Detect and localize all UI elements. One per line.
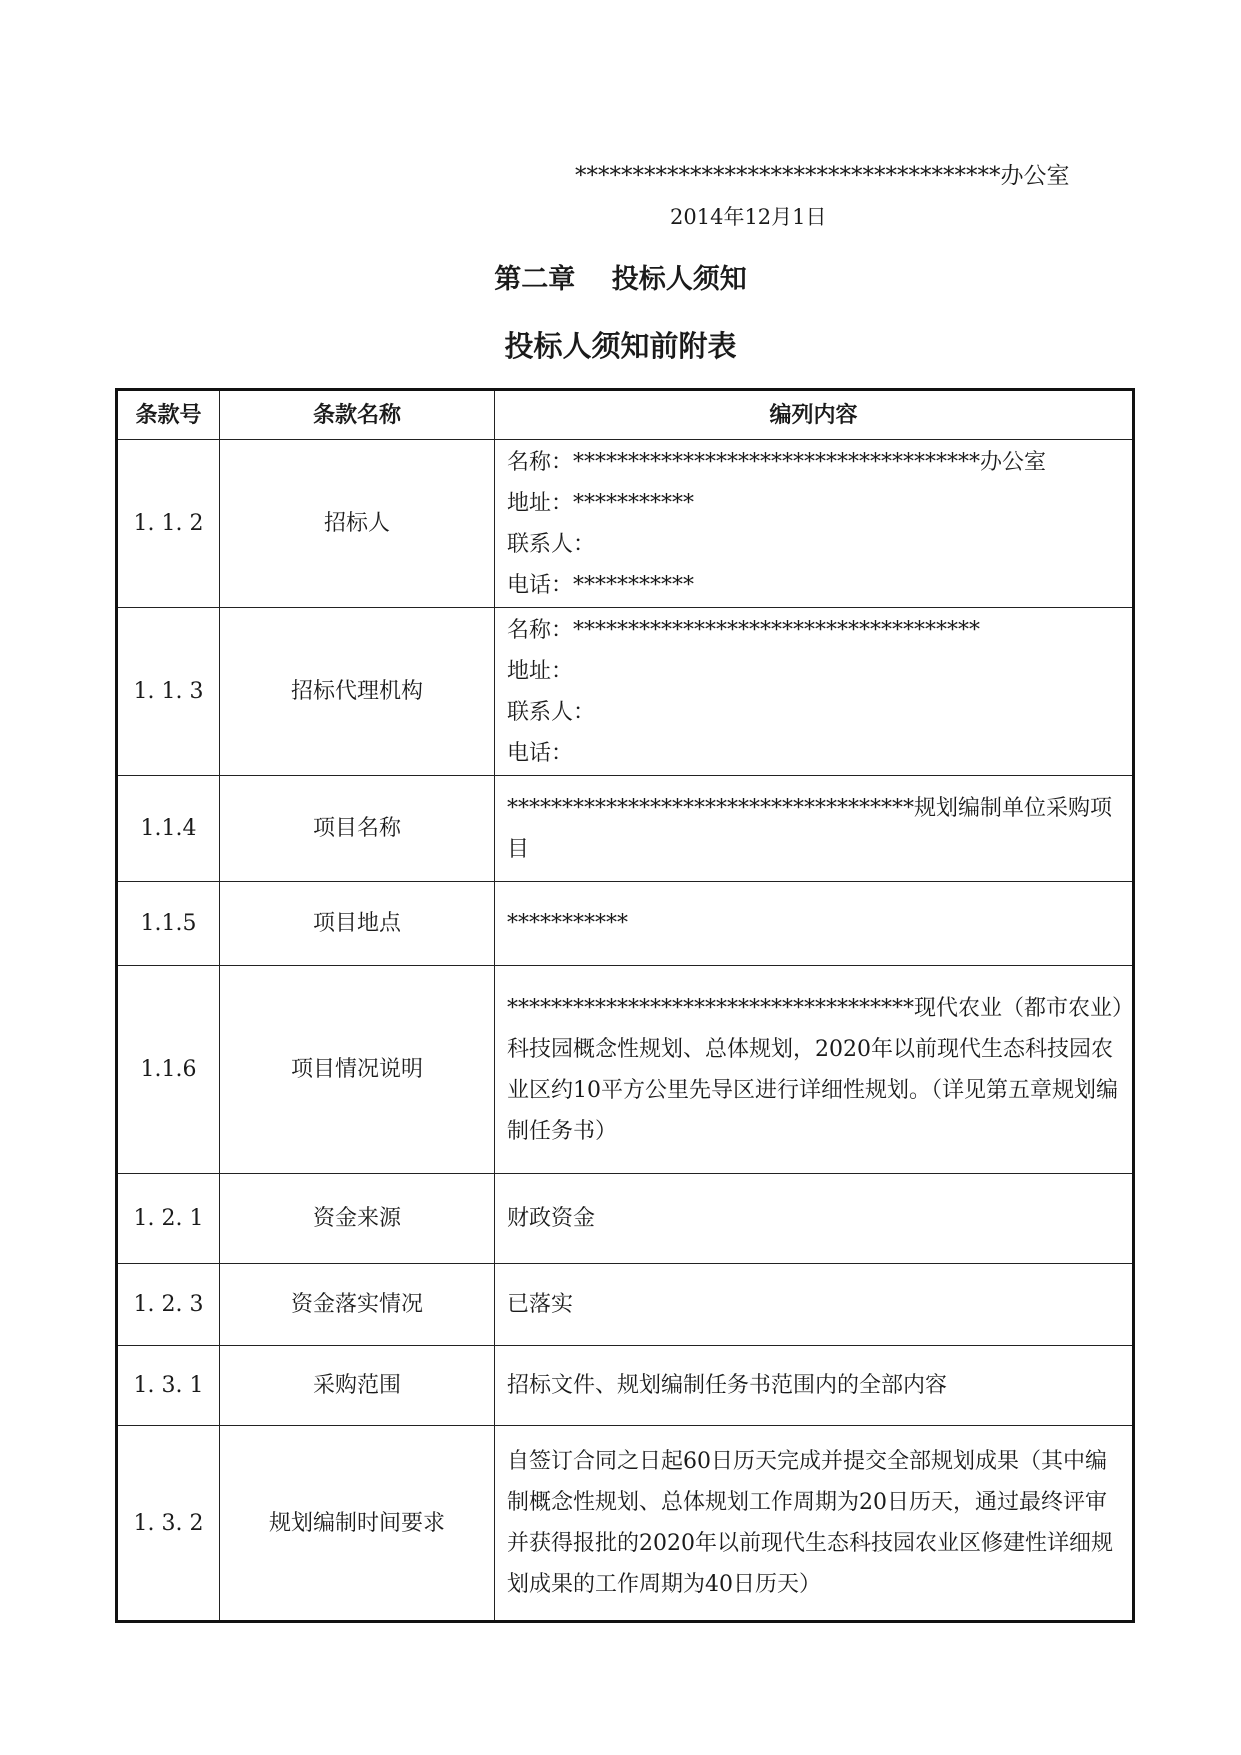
clause-name: 项目情况说明 bbox=[220, 966, 495, 1174]
clause-name: 招标代理机构 bbox=[220, 608, 495, 776]
content-line: 名称：*************************************办公室 bbox=[507, 449, 1047, 475]
clause-name: 采购范围 bbox=[220, 1346, 495, 1426]
content-line: 名称：************************************* bbox=[507, 617, 981, 643]
table-row bbox=[117, 966, 1134, 1174]
table-title: 投标人须知前附表 bbox=[504, 329, 737, 363]
clause-name: 项目名称 bbox=[220, 776, 495, 882]
bidder-instructions-table bbox=[115, 388, 1135, 1623]
content-line: 联系人： bbox=[507, 699, 596, 725]
clause-number: 1.1.5 bbox=[117, 882, 220, 966]
clause-content bbox=[495, 776, 1134, 882]
content-paragraph: 财政资金 bbox=[507, 1206, 596, 1231]
header-clause-name: 条款名称 bbox=[220, 390, 495, 440]
clause-name: 招标人 bbox=[220, 440, 495, 608]
header-content: 编列内容 bbox=[495, 390, 1134, 440]
clause-number: 1. 1. 2 bbox=[117, 440, 220, 608]
clause-content bbox=[495, 1346, 1134, 1426]
table-row bbox=[117, 608, 1134, 776]
clause-content bbox=[495, 966, 1134, 1174]
clause-name: 资金落实情况 bbox=[220, 1264, 495, 1346]
table-header-row bbox=[117, 390, 1134, 440]
table-row bbox=[117, 1264, 1134, 1346]
clause-content bbox=[495, 1174, 1134, 1264]
clause-content bbox=[495, 882, 1134, 966]
clause-name: 规划编制时间要求 bbox=[220, 1426, 495, 1622]
clause-name: 项目地点 bbox=[220, 882, 495, 966]
issue-date-text: 2014年12月1日 bbox=[670, 205, 827, 229]
content-line: 联系人： bbox=[507, 531, 596, 557]
clause-name: 资金来源 bbox=[220, 1174, 495, 1264]
chapter-title: 第二章 投标人须知 bbox=[494, 264, 747, 295]
content-line: 电话： bbox=[507, 740, 574, 766]
clause-number: 1. 3. 2 bbox=[117, 1426, 220, 1622]
table-row bbox=[117, 882, 1134, 966]
table-row bbox=[117, 1346, 1134, 1426]
clause-content bbox=[495, 608, 1134, 776]
clause-content bbox=[495, 1264, 1134, 1346]
content-paragraph: 自签订合同之日起60日历天完成并提交全部规划成果（其中编制概念性规划、总体规划工作周期为20日历天，通过最终评审并获得报批的2020年以前现代生态科技园农业区修建性详细规划成果的工作周期为40日历天） bbox=[507, 1449, 1113, 1597]
content-paragraph: *********** bbox=[507, 911, 628, 936]
issuer-office: *************************************办公室 bbox=[575, 163, 1070, 189]
clause-content bbox=[495, 440, 1134, 608]
content-paragraph: *************************************规划编制单位采购项目 bbox=[507, 795, 1113, 862]
content-line: 地址： bbox=[507, 658, 574, 684]
clause-number: 1. 1. 3 bbox=[117, 608, 220, 776]
clause-number: 1. 3. 1 bbox=[117, 1346, 220, 1426]
content-line: 电话：*********** bbox=[507, 572, 695, 598]
table-row bbox=[117, 1174, 1134, 1264]
clause-number: 1. 2. 3 bbox=[117, 1264, 220, 1346]
table-row bbox=[117, 440, 1134, 608]
header-clause-number: 条款号 bbox=[117, 390, 220, 440]
clause-number: 1.1.6 bbox=[117, 966, 220, 1174]
clause-number: 1.1.4 bbox=[117, 776, 220, 882]
content-line: 地址：*********** bbox=[507, 490, 695, 516]
table-row bbox=[117, 1426, 1134, 1622]
clause-content bbox=[495, 1426, 1134, 1622]
content-paragraph: 已落实 bbox=[507, 1292, 574, 1317]
content-paragraph: 招标文件、规划编制任务书范围内的全部内容 bbox=[507, 1373, 948, 1398]
content-paragraph: *************************************现代农业（都市农业）科技园概念性规划、总体规划，2020年以前现代生态科技园农业区约10平方公里先导区进行详细性规划。（详见第五章规划编制任务书） bbox=[507, 995, 1124, 1144]
clause-number: 1. 2. 1 bbox=[117, 1174, 220, 1264]
table-row bbox=[117, 776, 1134, 882]
